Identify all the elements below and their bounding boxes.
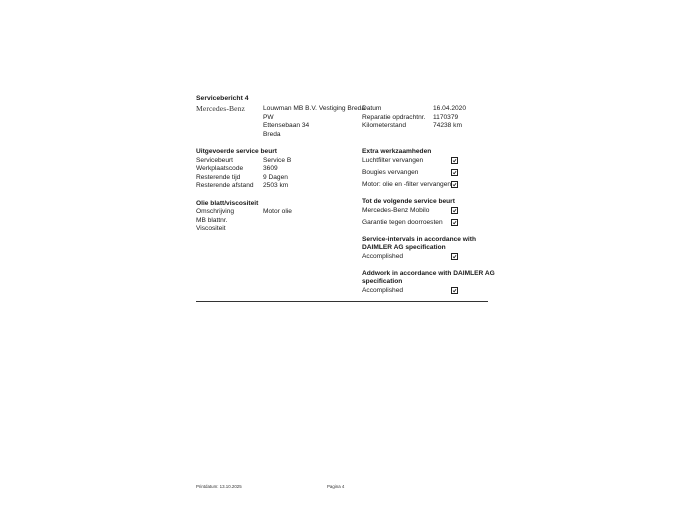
service-value: 3609 — [263, 165, 278, 172]
service-section-title: Uitgevoerde service beurt — [196, 148, 277, 155]
dealer-line-2: PW — [263, 114, 274, 121]
dealer-street: Ettensebaan 34 — [263, 122, 310, 129]
addwork-title-line2: specification — [362, 278, 403, 285]
oil-section-title: Olie blatt/viscositeit — [196, 200, 259, 207]
service-value: 9 Dagen — [263, 174, 288, 181]
meta-value-km: 74238 km — [433, 122, 462, 129]
check-icon — [451, 219, 458, 226]
check-icon — [451, 287, 458, 294]
dealer-city: Breda — [263, 131, 281, 138]
intervals-title-line1: Service-intervals in accordance with — [362, 236, 476, 243]
extra-item-label: Motor: olie en -filter vervangen — [362, 181, 452, 188]
meta-label-datum: Datum — [362, 105, 382, 112]
addwork-title-line1: Addwork in accordance with DAIMLER AG — [362, 270, 495, 277]
service-label: Servicebeurt — [196, 157, 234, 164]
intervals-title-line2: DAIMLER AG specification — [362, 244, 446, 251]
check-icon — [451, 207, 458, 214]
addwork-item-label: Accomplished — [362, 287, 404, 294]
mercedes-benz-logo: Mercedes-Benz — [196, 104, 245, 113]
extra-item-label: Luchtfilter vervangen — [362, 157, 424, 164]
next-item-label: Mercedes-Benz Mobilo — [362, 207, 430, 214]
check-icon — [451, 253, 458, 260]
service-label: Resterende afstand — [196, 182, 254, 189]
print-date: Printdatum: 13.10.2025 — [196, 484, 242, 489]
section-divider — [196, 301, 488, 302]
next-item-label: Garantie tegen doorroesten — [362, 219, 443, 226]
service-label: Werkplaatscode — [196, 165, 244, 172]
service-label: Resterende tijd — [196, 174, 241, 181]
meta-value-order: 1170379 — [433, 114, 459, 121]
meta-value-datum: 16.04.2020 — [433, 105, 467, 112]
next-section-title: Tot de volgende service beurt — [362, 198, 455, 205]
extra-item-label: Bougies vervangen — [362, 169, 419, 176]
dealer-name: Louwman MB B.V. Vestiging Breda — [263, 105, 366, 112]
extra-section-title: Extra werkzaamheden — [362, 148, 432, 155]
oil-label: Viscositeit — [196, 225, 226, 232]
oil-label: Omschrijving — [196, 208, 235, 215]
check-icon — [451, 181, 458, 188]
service-value: Service B — [263, 157, 292, 164]
meta-label-km: Kilometerstand — [362, 122, 406, 129]
oil-label: MB blattnr. — [196, 217, 228, 224]
service-value: 2503 km — [263, 182, 289, 189]
oil-value: Motor olie — [263, 208, 292, 215]
meta-label-order: Reparatie opdrachtnr. — [362, 114, 426, 121]
check-icon — [451, 157, 458, 164]
check-icon — [451, 169, 458, 176]
report-title: Servicebericht 4 — [196, 95, 249, 102]
page-number: Pagina 4 — [327, 484, 345, 489]
intervals-item-label: Accomplished — [362, 253, 404, 260]
